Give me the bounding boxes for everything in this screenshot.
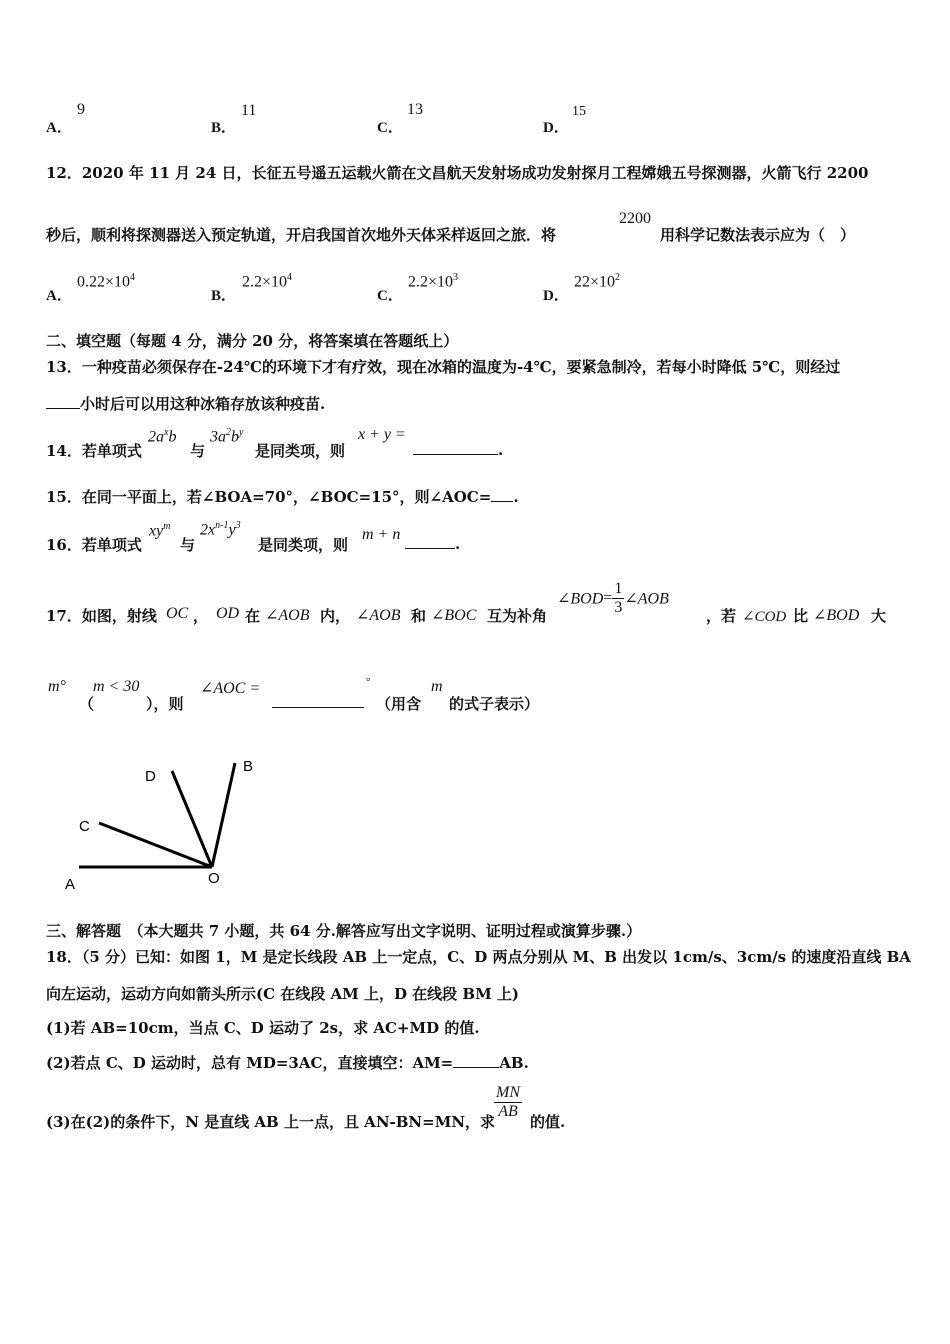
figure-label-b: B	[243, 758, 254, 775]
q16-expr: m + n	[362, 526, 401, 543]
q14-suffix: 是同类项，则	[255, 442, 346, 460]
q16-monomial-2: $2x^{n-1}y^3$	[200, 520, 241, 539]
q16-mid: 与	[180, 536, 196, 554]
q18-part2: (2)若点 C、D 运动时，总有 MD=3AC，直接填空：AM= AB.	[46, 1054, 529, 1072]
q17-cond: m < 30	[93, 678, 140, 695]
q12-option-d-value: $22\times 10^2$	[574, 272, 621, 291]
ray-ob	[212, 763, 235, 867]
q12-option-b-label: B．	[211, 288, 237, 304]
q17-cod: ∠COD	[742, 609, 787, 625]
q17-m: m	[431, 678, 443, 695]
q15-answer-blank[interactable]	[491, 487, 513, 502]
q12-line2-a: 秒后，顺利将探测器送入预定轨道，开启我国首次地外天体采样返回之旅．将	[46, 226, 557, 244]
q17-answer-blank[interactable]	[272, 693, 364, 708]
q17-comma: ，	[193, 607, 209, 625]
q18-part3-a: (3)在(2)的条件下，N 是直线 AB 上一点，且 AN-BN=MN，求	[46, 1113, 496, 1131]
q17-p7: 比	[793, 607, 809, 625]
section2-title: 二、填空题（每题 4 分，满分 20 分，将答案填在答题纸上）	[46, 332, 459, 350]
q17-aob-2: ∠AOB	[356, 607, 401, 624]
q14-expr: x + y =	[358, 426, 406, 443]
q17-p3: 内，	[320, 607, 351, 625]
q11-option-d-value: 15	[572, 104, 586, 119]
q14-prefix: 14．若单项式	[46, 442, 142, 460]
q17-oc: OC	[166, 605, 189, 622]
q17-boc: ∠BOC	[431, 607, 477, 624]
q17-bod-2: ∠BOD	[813, 607, 860, 624]
q14-answer-line: .	[413, 440, 503, 459]
q18-part1: (1)若 AB=10cm，当点 C、D 运动了 2s，求 AC+MD 的值.	[46, 1019, 480, 1037]
q17-paren-open: （	[79, 695, 95, 713]
q13-line1: 13．一种疫苗必须保存在-24℃的环境下才有疗效，现在冰箱的温度为-4℃，要紧急制冷，若每小时降低 5℃，则经过	[46, 358, 841, 376]
q12-line2-math: 2200	[619, 210, 651, 227]
q11-option-c-value: 13	[407, 101, 423, 118]
q16-prefix: 16．若单项式	[46, 536, 142, 554]
q17-p5: 互为补角	[487, 607, 548, 625]
q12-option-a-value: $0.22\times 10^4$	[77, 272, 136, 291]
q17-p4: 和	[411, 607, 427, 625]
q17-bod: ∠BOD	[557, 590, 604, 608]
q14-answer-blank[interactable]	[413, 440, 498, 455]
q18-line2: 向左运动，运动方向如箭头所示(C 在线段 AM 上，D 在线段 BM 上)	[46, 985, 520, 1003]
q18-part2-blank[interactable]	[453, 1053, 499, 1068]
q18-part3-fraction: $\frac{MN}{AB}$	[496, 1084, 520, 1120]
figure-label-a: A	[65, 876, 76, 893]
q12-option-b-value: $2.2\times 10^4$	[242, 272, 293, 291]
q16-answer-line: .	[405, 534, 460, 553]
q17-m-deg: m°	[48, 678, 66, 695]
q11-option-a-value: 9	[77, 101, 85, 118]
q16-monomial-1: $xy^m$	[149, 521, 171, 540]
q17-paren-close: ），则	[146, 695, 184, 713]
q12-option-c-value: $2.2\times 10^3$	[408, 272, 459, 291]
q11-option-b-value: 11	[241, 102, 257, 119]
q17-p2: 在	[245, 607, 261, 625]
q12-line1: 12．2020 年 11 月 24 日，长征五号遥五运载火箭在文昌航天发射场成功发射探月工程嫦娥五号探测器，火箭飞行 2200	[46, 164, 869, 182]
q18-line1: 18．（5 分）已知：如图 1，M 是定长线段 AB 上一定点，C、D 两点分别从 M、B 出发以 1cm/s、3cm/s 的速度沿直线 BA	[46, 948, 911, 966]
q17-p8: 大	[871, 607, 887, 625]
q15-text: 15．在同一平面上，若∠BOA=70°，∠BOC=15°，则∠AOC= .	[46, 488, 519, 506]
figure-label-c: C	[79, 818, 90, 835]
q12-option-c-label: C．	[377, 288, 403, 304]
q17-od: OD	[216, 605, 240, 622]
q11-option-d-label: D．	[543, 120, 569, 136]
q17-aoc: ∠AOC =	[200, 680, 261, 697]
q17-angle-figure	[55, 745, 275, 895]
q17-p1: 17．如图，射线	[46, 607, 157, 625]
section3-title: 三、解答题 （本大题共 7 小题，共 64 分.解答应写出文字说明、证明过程或演算步骤.）	[46, 922, 642, 940]
q17-fraction: $\frac{1}{3}$	[614, 580, 623, 616]
q16-answer-blank[interactable]	[405, 534, 455, 549]
q17-deg: °	[366, 676, 371, 688]
figure-label-d: D	[145, 768, 156, 785]
q17-answer-line	[272, 693, 364, 712]
q17-equation: ∠BOD= $\frac{1}{3}$ ∠AOB	[557, 580, 669, 616]
q12-line2-b: 用科学记数法表示应为（ ）	[660, 226, 856, 244]
q11-option-a-label: A．	[46, 120, 72, 136]
q17-aob-3: ∠AOB	[624, 590, 669, 608]
q11-option-c-label: C．	[377, 120, 403, 136]
q11-option-b-label: B．	[211, 120, 237, 136]
q17-p10: 的式子表示）	[449, 695, 540, 713]
q12-option-d-label: D．	[543, 288, 569, 304]
q12-option-a-label: A．	[46, 288, 72, 304]
q17-p6: ，若	[706, 607, 737, 625]
q14-monomial-1: $2a^xb$	[148, 427, 177, 446]
q18-part3-b: 的值.	[530, 1113, 566, 1131]
figure-label-o: O	[208, 870, 220, 887]
q14-mid: 与	[190, 442, 206, 460]
q17-aob: ∠AOB	[265, 607, 310, 624]
q17-p9: （用含	[376, 695, 422, 713]
q13-answer-blank[interactable]	[46, 394, 80, 409]
q16-suffix: 是同类项，则	[258, 536, 349, 554]
q14-monomial-2: $3a^2b^y$	[210, 427, 244, 446]
q13-line2: 小时后可以用这种冰箱存放该种疫苗.	[46, 393, 325, 414]
